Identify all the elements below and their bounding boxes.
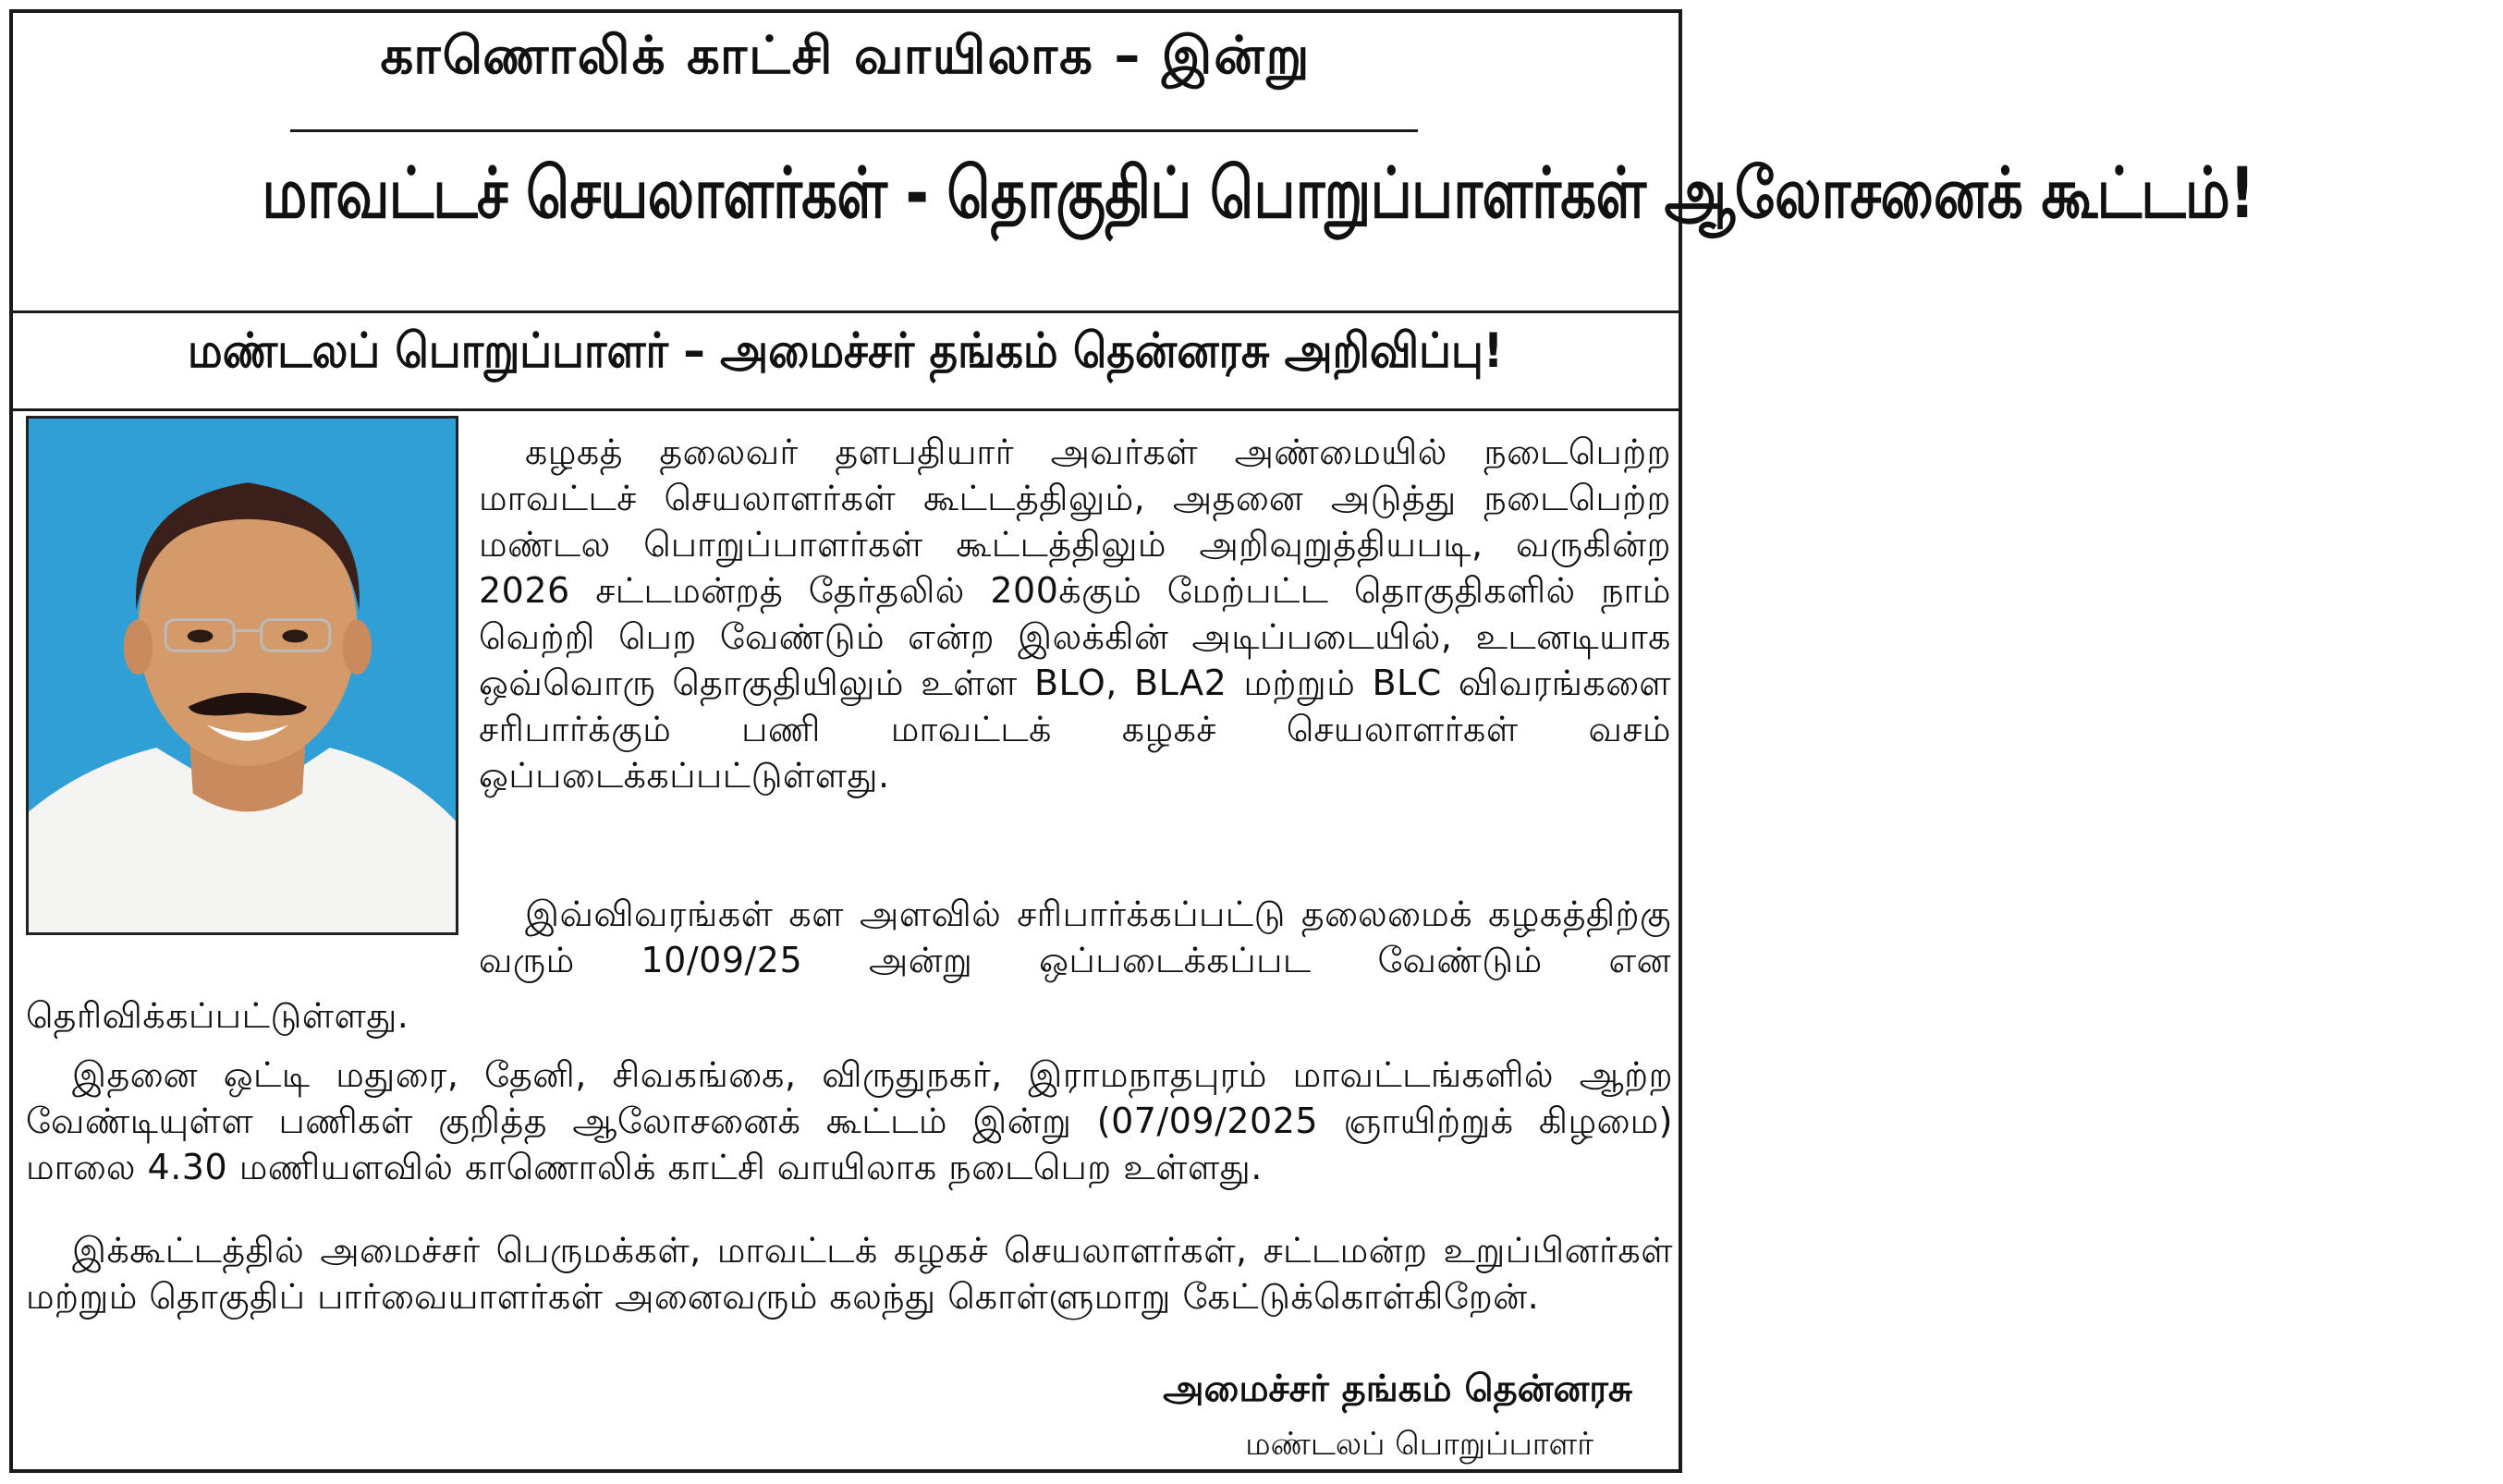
- divider-bottom: [13, 408, 1679, 411]
- subheadline: [13, 323, 1679, 385]
- signature-role: மண்டலப் பொறுப்பாளர்: [1245, 1426, 1593, 1463]
- minister-portrait: [26, 416, 458, 935]
- paragraph-2-continued: தெரிவிக்கப்பட்டுள்ளது.: [26, 995, 409, 1036]
- signature-name: அமைச்சர் தங்கம் தென்னரசு: [1163, 1368, 1632, 1410]
- paragraph-4: இக்கூட்டத்தில் அமைச்சர் பெருமக்கள், மாவட்டக் கழகச் செயலாளர்கள், சட்டமன்ற உறுப்பினர்கள் மற்றும் தொகுதிப் பார்வையாளர்கள் அனைவரும் கலந்து கொள்ளுமாறு கேட்டுக்கொள்கிறேன்.: [26, 1230, 1673, 1317]
- subheadline-text: மண்டலப் பொறுப்பாளர் – அமைச்சர் தங்கம் தென்னரசு அறிவிப்பு!: [188, 323, 1504, 379]
- press-notice: [9, 9, 2254, 1473]
- kicker-underline: [290, 129, 1418, 132]
- paragraph-2: இவ்விவரங்கள் கள அளவில் சரிபார்க்கப்பட்டு தலைமைக் கழகத்திற்கு வரும் 10/09/25 அன்று ஒப்படைக்கப்பட வேண்டும் என: [479, 894, 1671, 980]
- portrait-illustration: [29, 419, 456, 932]
- paragraph-3: இதனை ஒட்டி மதுரை, தேனி, சிவகங்கை, விருதுநகர், இராமநாதபுரம் மாவட்டங்களில் ஆற்ற வேண்டியுள்ள பணிகள் குறித்த ஆலோசனைக் கூட்டம் இன்று (07/09/2025 ஞாயிற்றுக் கிழமை) மாலை 4.30 மணியளவில் காணொலிக் காட்சி வாயிலாக நடைபெற உள்ளது.: [26, 1054, 1673, 1187]
- signature-block: [1163, 1368, 1632, 1466]
- paragraph-1: கழகத் தலைவர் தளபதியார் அவர்கள் அண்மையில் நடைபெற்ற மாவட்டச் செயலாளர்கள் கூட்டத்திலும், அதனை அடுத்து நடைபெற்ற மண்டல பொறுப்பாளர்கள் கூட்டத்திலும் அறிவுறுத்தியபடி, வருகின்ற 2026 சட்டமன்றத் தேர்தலில் 200க்கும் மேற்பட்ட தொகுதிகளில் நாம் வெற்றி பெற வேண்டும் என்ற இலக்கின் அடிப்படையில், உடனடியாக ஒவ்வொரு தொகுதியிலும் உள்ள BLO, BLA2 மற்றும் BLC விவரங்களை சரிபார்க்கும் பணி மாவட்டக் கழகச் செயலாளர்கள் வசம் ஒப்படைக்கப்பட்டுள்ளது.: [479, 432, 1671, 796]
- kicker-line: காணொலிக் காட்சி வாயிலாக – இன்று: [380, 26, 1312, 86]
- headline: [13, 152, 2254, 244]
- headline-text: மாவட்டச் செயலாளர்கள் - தொகுதிப் பொறுப்பாளர்கள் ஆலோசனைக் கூட்டம்!: [262, 152, 2254, 234]
- divider-top: [13, 310, 1679, 313]
